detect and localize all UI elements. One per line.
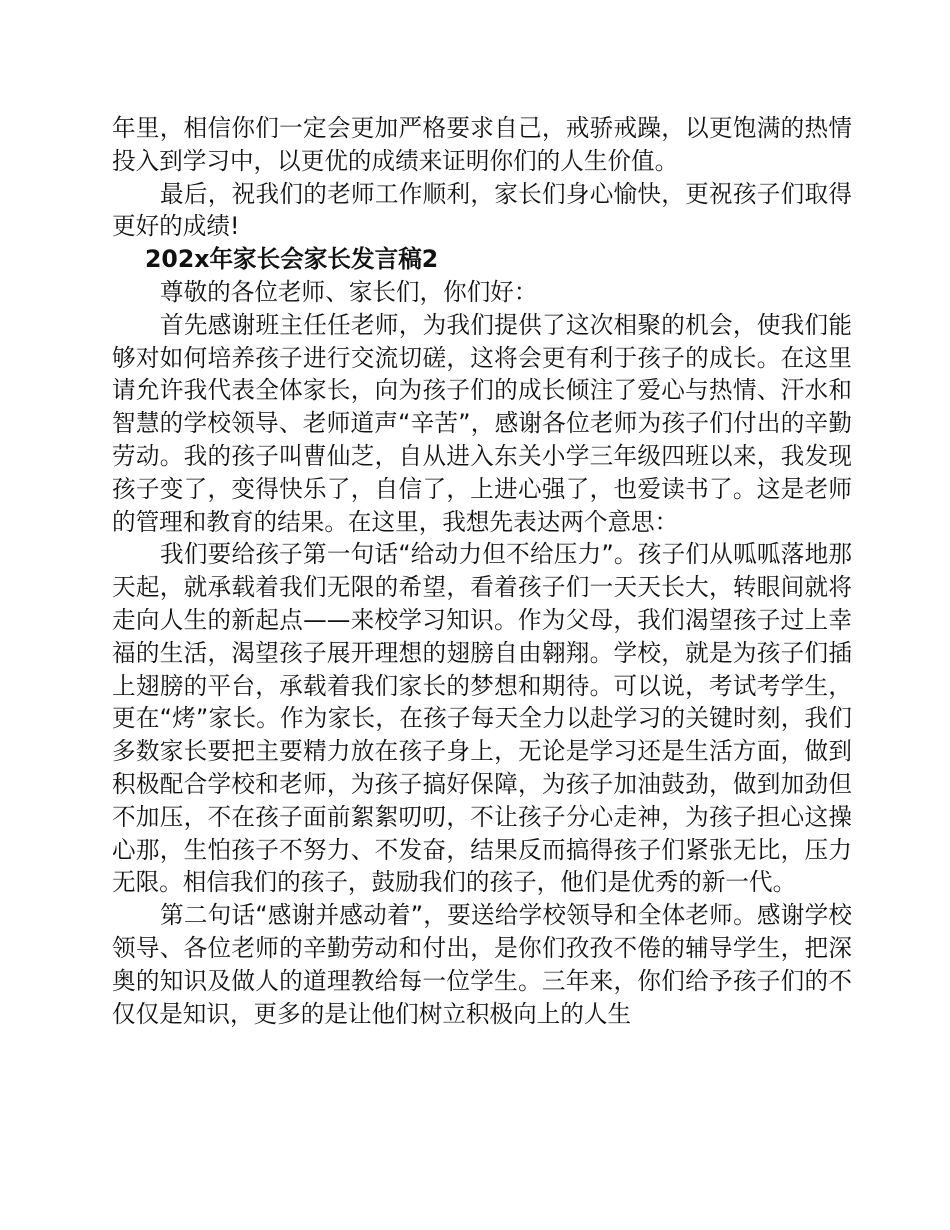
section-heading: 202x年家长会家长发言稿2 [145, 245, 439, 274]
paragraph-first-sentence: 我们要给孩子第一句话“给动力但不给压力”。孩子们从呱呱落地那天起，就承载着我们无限的希望，看着孩子们一天天长大，转眼间就将走向人生的新起点——来校学习知识。作为父母，我们渴望孩子过上幸福的生活，渴望孩子展开理想的翅膀自由翱翔。学校，就是为孩子们插上翅膀的平台，承载着我们家长的梦想和期待。可以说，考试考学生，更在“烤”家长。作为家长，在孩子每天全力以赴学习的关键时刻，我们多数家长要把主要精力放在孩子身上，无论是学习还是生活方面，做到积极配合学校和老师，为孩子搞好保障，为孩子加油鼓劲，做到加劲但不加压，不在孩子面前絮絮叨叨，不让孩子分心走神，为孩子担心这操心那，生怕孩子不努力、不发奋，结果反而搞得孩子们紧张无比，压力无限。相信我们的孩子，鼓励我们的孩子，他们是优秀的新一代。 [112, 540, 852, 897]
paragraph-greeting: 尊敬的各位老师、家长们，你们好： [160, 277, 538, 306]
paragraph-second-sentence: 第二句话“感谢并感动着”，要送给学校领导和全体老师。感谢学校领导、各位老师的辛勤劳动和付出，是你们孜孜不倦的辅导学生，把深奥的知识及做人的道理教给每一位学生。三年来，你们给予孩子们的不仅仅是知识，更多的是让他们树立积极向上的人生 [112, 901, 852, 1028]
document-page [112, 112, 852, 1030]
paragraph-thanks: 首先感谢班主任任老师，为我们提供了这次相聚的机会，使我们能够对如何培养孩子进行交流切磋，这将会更有利于孩子的成长。在这里请允许我代表全体家长，向为孩子们的成长倾注了爱心与热情、汗水和智慧的学校领导、老师道声“辛苦”，感谢各位老师为孩子们付出的辛勤劳动。我的孩子叫曹仙芝，自从进入东关小学三年级四班以来，我发现孩子变了，变得快乐了，自信了，上进心强了，也爱读书了。这是老师的管理和教育的结果。在这里，我想先表达两个意思： [112, 310, 852, 536]
paragraph-continuation: 年里，相信你们一定会更加严格要求自己，戒骄戒躁，以更饱满的热情投入到学习中，以更优的成绩来证明你们的人生价值。 [112, 114, 852, 175]
paragraph-closing-wish: 最后，祝我们的老师工作顺利，家长们身心愉快，更祝孩子们取得更好的成绩! [112, 179, 852, 241]
